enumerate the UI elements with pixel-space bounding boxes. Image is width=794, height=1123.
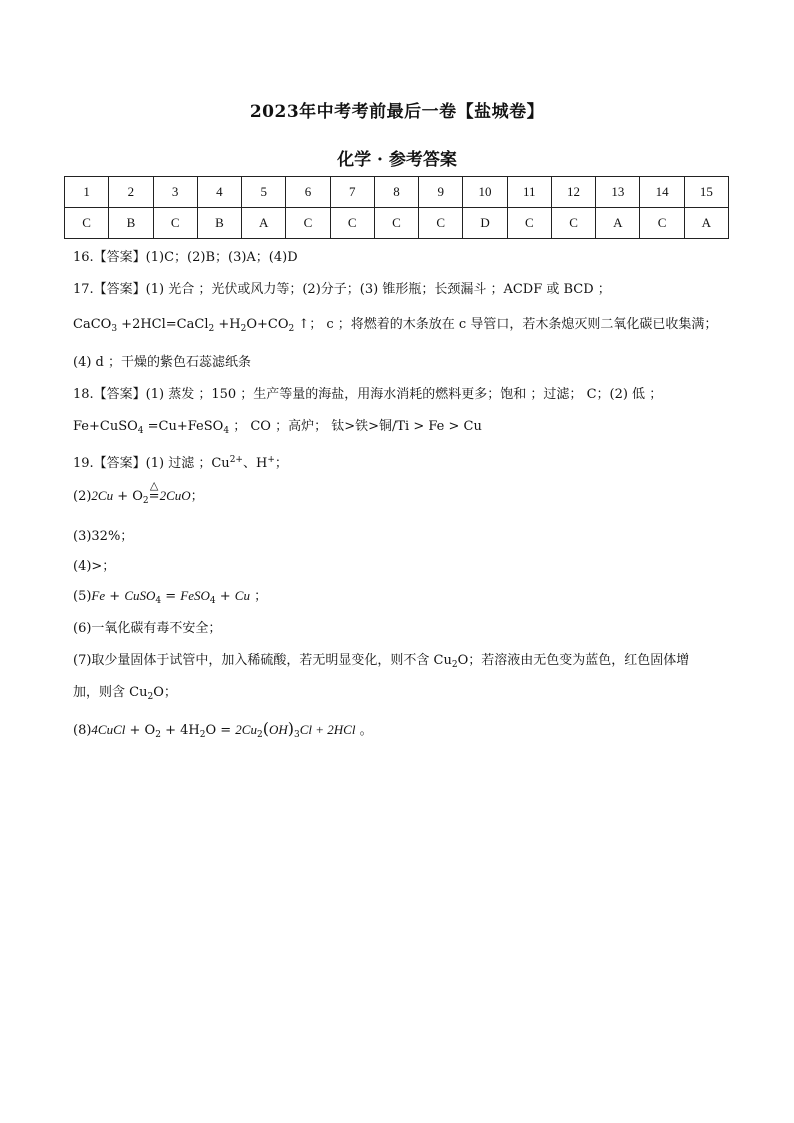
table-cell: 2 (109, 177, 153, 208)
formula-text: CaCO (73, 317, 112, 332)
formula-text: Fe+CuSO (73, 419, 138, 434)
table-cell: 9 (419, 177, 463, 208)
answer-17-line-3: (4) d ；干燥的紫色石蕊滤纸条 (73, 355, 252, 370)
heat-delta-icon: △ (149, 479, 159, 492)
formula-text: = (161, 589, 181, 604)
answer-17-line-2: CaCO$_3$ +2HCl=CaCl$_2$ $+H_2O+CO_2$ ↑； c ；将燃着的木条放在 c 导管口，若木条熄灭则二氧化碳已收集满； (73, 317, 718, 334)
heating-equals-sign (148, 479, 160, 506)
table-cell: A (242, 208, 286, 239)
formula-text: + (215, 589, 235, 604)
formula-text: 2Cu (91, 488, 114, 503)
answer-text: O；若溶液由无色变为蓝色，红色固体增 (457, 653, 690, 668)
formula-text: ) (287, 719, 294, 738)
formula-text: + O (125, 723, 156, 738)
table-cell: C (374, 208, 418, 239)
answer-text: 加，则含 Cu (73, 685, 148, 700)
answer-19-part-7-line-1: (7)取少量固体于试管中，加入稀硫酸，若无明显变化，则不含 $Cu_2O$；若溶液由无色变为蓝色，红色固体增 (73, 653, 690, 670)
answer-text: ； (274, 456, 288, 471)
table-cell: 1 (65, 177, 109, 208)
formula-text: CuSO (124, 588, 156, 603)
table-cell: A (684, 208, 728, 239)
table-cell: D (463, 208, 507, 239)
table-cell: B (197, 208, 241, 239)
table-cell: 12 (551, 177, 595, 208)
formula-text: Cl + 2HCl (299, 722, 356, 737)
answer-table (64, 176, 729, 239)
table-cell: C (286, 208, 330, 239)
table-cell: 10 (463, 177, 507, 208)
table-cell: B (109, 208, 153, 239)
table-cell: 8 (374, 177, 418, 208)
answer-19-part-7-line-2: 加，则含 $Cu_2O$； (73, 685, 177, 702)
table-cell: 7 (330, 177, 374, 208)
equals-sign: = (148, 489, 160, 504)
formula-text: OH (268, 722, 288, 737)
table-cell: 11 (507, 177, 551, 208)
question-number-row (65, 177, 729, 208)
formula-text: O+CO (246, 317, 289, 332)
table-cell: C (65, 208, 109, 239)
table-cell: C (153, 208, 197, 239)
answer-text: 19.【答案】(1) 过滤 ；Cu (73, 456, 230, 471)
answer-text: ； (190, 489, 204, 504)
answer-19-part-5: (5)Fe + CuSO$_4$ = FeSO$_4$ + Cu ； (73, 588, 268, 606)
answer-17-line-1: 17.【答案】(1) 光合 ；光伏或风力等；(2)分子；(3) 锥形瓶；长颈漏斗 ；ACDF 或 BCD ； (73, 282, 611, 297)
answer-19-line-1: 19.【答案】(1) 过滤 ；$Cu^{2+}$、H+； (73, 455, 288, 471)
answer-text: (7)取少量固体于试管中，加入稀硫酸，若无明显变化，则不含 Cu (73, 653, 452, 668)
formula-text: 2Cu (235, 722, 257, 737)
answer-text: ； CO ；高炉； 钛>铁>铜/Ti > Fe > Cu (229, 419, 482, 434)
answer-19-part-6: (6)一氧化碳有毒不安全； (73, 621, 222, 636)
answer-text: ↑； c ；将燃着的木条放在 c 导管口，若木条熄灭则二氧化碳已收集满； (294, 317, 718, 332)
page-subtitle: 化学 · 参考答案 (337, 150, 457, 170)
answer-text: ； (249, 589, 268, 604)
table-cell: C (419, 208, 463, 239)
answer-19-part-8: (8)4CuCl + $O_2 + 4H_2O = 2Cu_2(OH)_3Cl + 2HCl$ 。 (73, 719, 373, 740)
table-cell: 15 (684, 177, 728, 208)
table-cell: 14 (640, 177, 684, 208)
formula-text: =Cu+FeSO (143, 419, 224, 434)
table-cell: C (551, 208, 595, 239)
formula-text: 4CuCl (91, 722, 126, 737)
formula-text: 2CuO (159, 488, 191, 503)
answer-row (65, 208, 729, 239)
formula-text: ( (262, 719, 269, 738)
table-cell: C (330, 208, 374, 239)
formula-text: + (105, 589, 125, 604)
table-cell: C (640, 208, 684, 239)
answer-16: 16.【答案】(1)C；(2)B；(3)A；(4)D (73, 250, 298, 265)
answer-text: 。 (355, 723, 373, 738)
table-cell: C (507, 208, 551, 239)
formula-text: O = (205, 723, 236, 738)
table-cell: 6 (286, 177, 330, 208)
formula-text: Fe (91, 588, 106, 603)
answer-19-part-2: $(2)2Cu + O_2$ △ =2CuO； (73, 479, 204, 506)
table-cell: 4 (197, 177, 241, 208)
table-cell: 5 (242, 177, 286, 208)
formula-text: +H (214, 317, 241, 332)
table-cell: A (596, 208, 640, 239)
page-title: 2023年中考考前最后一卷【盐城卷】 (249, 102, 545, 122)
table-cell: 3 (153, 177, 197, 208)
answer-18-line-2: Fe+CuSO$_4$ =Cu+FeSO$_4$ ； CO ；高炉； 钛>铁>铜/Ti > Fe > Cu (73, 419, 482, 436)
answer-text: 、H (242, 456, 268, 471)
answer-19-part-3: (3)32%； (73, 529, 134, 544)
formula-text: + O (113, 489, 143, 504)
formula-text: FeSO (180, 588, 210, 603)
answer-text: O； (153, 685, 177, 700)
formula-text: +2HCl=CaCl (117, 317, 209, 332)
answer-18-line-1: 18.【答案】(1) 蒸发 ；150 ；生产等量的海盐，用海水消耗的燃料更多；饱和 ；过滤； C；(2) 低 ； (73, 387, 663, 402)
table-cell: 13 (596, 177, 640, 208)
formula-text: + 4H (160, 723, 200, 738)
part-label: (8) (73, 723, 92, 738)
formula-text: Cu (234, 588, 250, 603)
part-label: (5) (73, 589, 92, 604)
answer-19-part-4: (4)>； (73, 559, 116, 574)
part-label: (2) (73, 489, 92, 504)
